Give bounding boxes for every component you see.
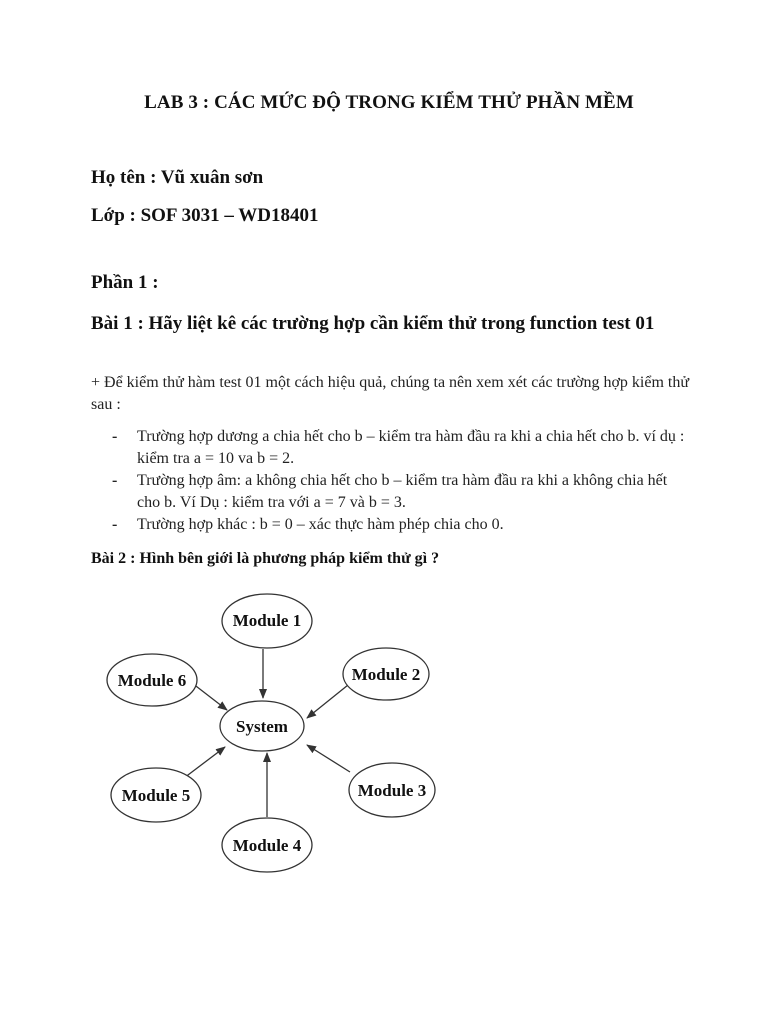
exercise1-heading: Bài 1 : Hãy liệt kê các trường hợp cần kiểm thử trong function test 01 [91,313,655,334]
document-title: LAB 3 : CÁC MỨC ĐỘ TRONG KIỂM THỬ PHẦN MỀM [144,92,634,113]
module-5-label: Module 5 [121,786,191,805]
module-5-node [111,768,201,822]
arrow-module3-system [307,745,350,772]
list-item [112,470,692,514]
bullet-dash: - [112,428,118,445]
module-3-label: Module 3 [357,781,427,800]
bullet-text: Trường hợp âm: a không chia hết cho b – kiểm tra hàm đầu ra khi a không chia hết cho b. Ví Dụ : kiểm tra với a = 7 và b = 3. [137,472,668,511]
arrow-module6-system [192,683,227,710]
list-item [112,426,692,470]
module-2-label: Module 2 [351,665,421,684]
bullet-dash: - [112,472,118,489]
module-1-node [222,594,312,648]
bullet-text: Trường hợp dương a chia hết cho b – kiểm tra hàm đầu ra khi a chia hết cho b. ví dụ : kiểm tra a = 10 va b = 2. [137,428,685,467]
module-6-node [107,654,197,706]
list-item [112,514,692,536]
module-3-node [349,763,435,817]
bullet-text: Trường hợp khác : b = 0 – xác thực hàm phép chia cho 0. [137,516,504,533]
bullet-dash: - [112,516,118,533]
system-module-diagram [90,585,450,885]
exercise1-intro: + Để kiểm thử hàm test 01 một cách hiệu quả, chúng ta nên xem xét các trường hợp kiểm thử sau : [91,374,690,413]
module-1-label: Module 1 [232,611,302,630]
exercise2-heading: Bài 2 : Hình bên giới là phương pháp kiểm thử gì ? [91,550,440,567]
module-6-label: Module 6 [117,671,187,690]
system-label: System [236,717,288,736]
system-node [220,701,304,751]
student-name: Họ tên : Vũ xuân sơn [91,167,264,188]
arrow-module2-system [307,685,348,718]
module-4-node [222,818,312,872]
arrow-module5-system [184,747,225,778]
part-heading: Phần 1 : [91,272,159,293]
exercise1-bullet-list [112,426,692,536]
module-4-label: Module 4 [232,836,302,855]
student-class: Lớp : SOF 3031 – WD18401 [91,205,319,226]
module-2-node [343,648,429,700]
